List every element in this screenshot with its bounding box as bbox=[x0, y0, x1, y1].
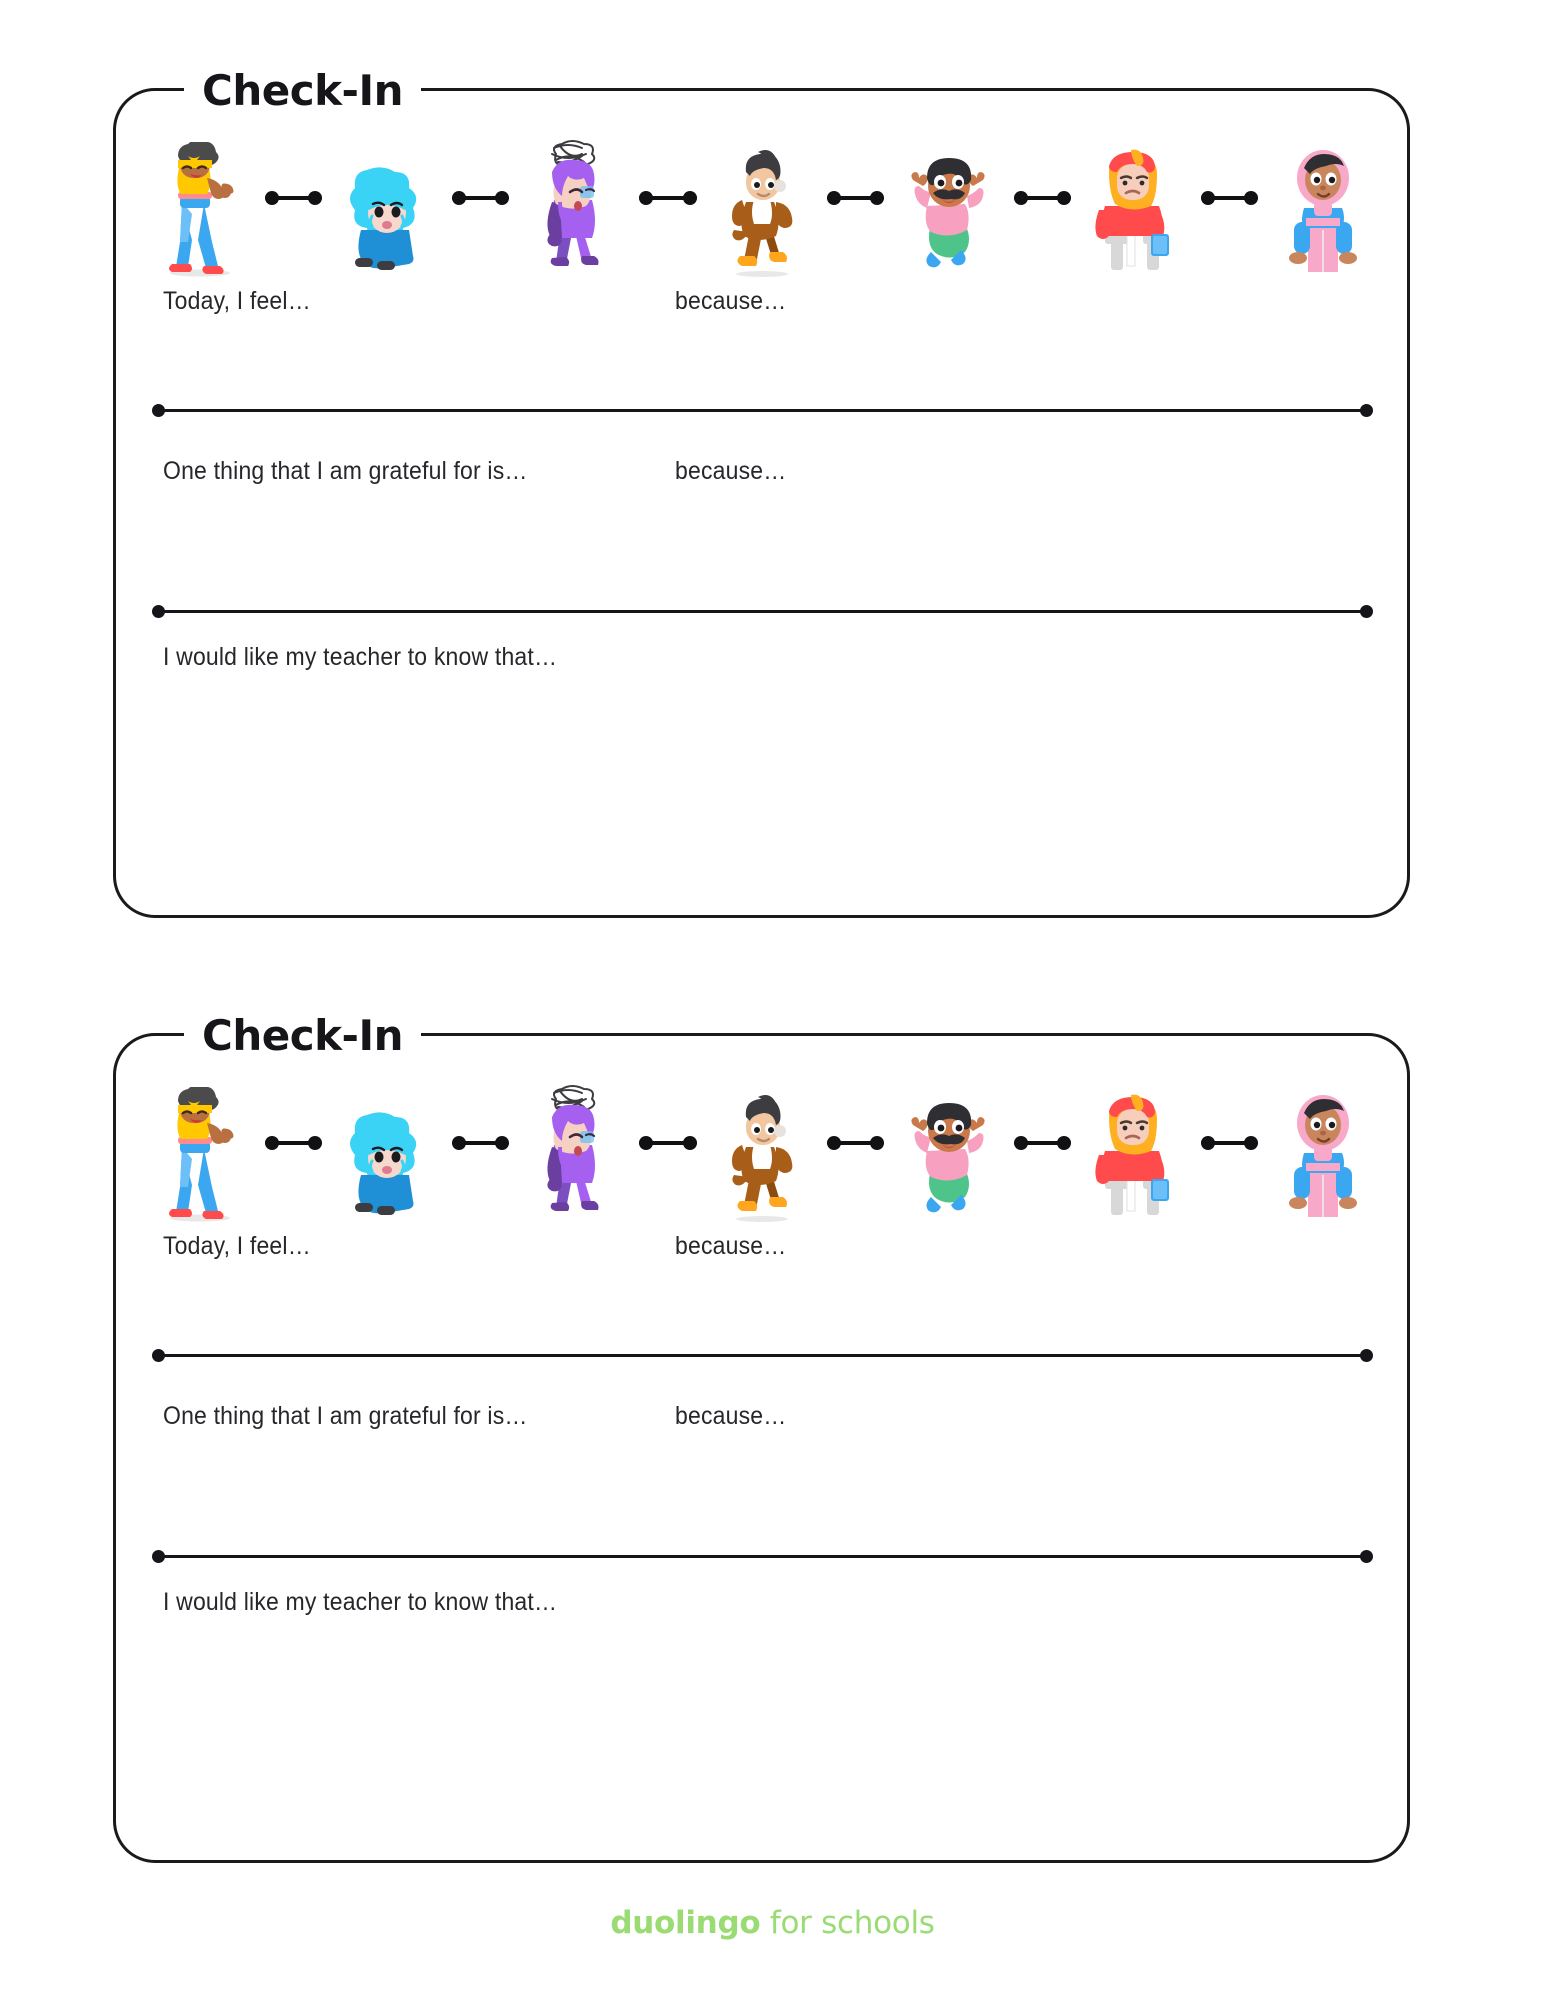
happy-dancing-icon bbox=[152, 142, 248, 278]
rule-dot-left bbox=[152, 1349, 165, 1362]
prompt-because-2: because… bbox=[675, 1402, 787, 1430]
character-tired-grumpy bbox=[1080, 1063, 1192, 1223]
prompt-today-i-feel: Today, I feel… bbox=[163, 287, 311, 315]
rule-dot-right bbox=[1360, 404, 1373, 417]
prompt-grateful-for: One thing that I am grateful for is… bbox=[163, 457, 528, 485]
answer-rule-2 bbox=[152, 1550, 1373, 1564]
answer-rule-1 bbox=[152, 1349, 1373, 1363]
rule-dot-right bbox=[1360, 1550, 1373, 1563]
prompt-row-grateful bbox=[163, 457, 1367, 486]
happy-dancing-icon bbox=[152, 1087, 248, 1223]
anxious-running-icon bbox=[714, 148, 810, 278]
duolingo-wordmark: duolingo bbox=[610, 1905, 761, 1941]
character-happy-dancing bbox=[144, 1063, 256, 1223]
prompt-teacher-to-know: I would like my teacher to know that… bbox=[163, 1588, 558, 1616]
character-sad-crying bbox=[331, 118, 443, 278]
connector-2 bbox=[443, 118, 518, 278]
prompt-row-feel bbox=[163, 287, 1367, 316]
character-frustrated-scribble bbox=[518, 1063, 630, 1223]
tired-grumpy-icon bbox=[1081, 1093, 1191, 1223]
rule-dot-left bbox=[152, 605, 165, 618]
connector-1 bbox=[256, 118, 331, 278]
prompt-because-2: because… bbox=[675, 457, 787, 485]
answer-rule-1 bbox=[152, 404, 1373, 418]
character-strip bbox=[144, 1058, 1379, 1223]
excited-cheering-icon bbox=[901, 150, 997, 278]
connector-5 bbox=[1005, 1063, 1080, 1223]
for-schools-label: for schools bbox=[760, 1905, 935, 1941]
prompt-row-teacher bbox=[163, 643, 1367, 672]
prompt-today-i-feel: Today, I feel… bbox=[163, 1232, 311, 1260]
connector-6 bbox=[1192, 118, 1267, 278]
prompt-row-feel bbox=[163, 1232, 1367, 1261]
character-anxious-running bbox=[706, 1063, 818, 1223]
character-happy-dancing bbox=[144, 118, 256, 278]
character-calm-hijab bbox=[1267, 118, 1379, 278]
character-sad-crying bbox=[331, 1063, 443, 1223]
connector-4 bbox=[818, 118, 893, 278]
connector-1 bbox=[256, 1063, 331, 1223]
answer-rule-2 bbox=[152, 605, 1373, 619]
rule-dot-left bbox=[152, 404, 165, 417]
character-excited-cheering bbox=[893, 1063, 1005, 1223]
connector-6 bbox=[1192, 1063, 1267, 1223]
footer-logo bbox=[0, 1905, 1545, 1941]
page-title: Check-In bbox=[202, 1011, 403, 1060]
check-in-card-1 bbox=[113, 66, 1410, 918]
calm-character-icon bbox=[1280, 1091, 1366, 1223]
connector-3 bbox=[630, 1063, 705, 1223]
connector-3 bbox=[630, 118, 705, 278]
connector-5 bbox=[1005, 118, 1080, 278]
rule-dot-left bbox=[152, 1550, 165, 1563]
prompt-because-1: because… bbox=[675, 287, 787, 315]
character-calm-hijab bbox=[1267, 1063, 1379, 1223]
prompt-teacher-to-know: I would like my teacher to know that… bbox=[163, 643, 558, 671]
check-in-card-2 bbox=[113, 1011, 1410, 1863]
character-excited-cheering bbox=[893, 118, 1005, 278]
excited-cheering-icon bbox=[901, 1095, 997, 1223]
rule-dot-right bbox=[1360, 1349, 1373, 1362]
sad-crying-icon bbox=[339, 158, 435, 278]
frustrated-scribble-icon bbox=[526, 1083, 622, 1223]
calm-character-icon bbox=[1280, 146, 1366, 278]
rule-dot-right bbox=[1360, 605, 1373, 618]
tired-grumpy-icon bbox=[1081, 148, 1191, 278]
character-frustrated-scribble bbox=[518, 118, 630, 278]
connector-2 bbox=[443, 1063, 518, 1223]
character-anxious-running bbox=[706, 118, 818, 278]
connector-4 bbox=[818, 1063, 893, 1223]
page-title: Check-In bbox=[202, 66, 403, 115]
card-title-notch bbox=[184, 65, 421, 117]
character-strip bbox=[144, 113, 1379, 278]
frustrated-scribble-icon bbox=[526, 138, 622, 278]
prompt-row-teacher bbox=[163, 1588, 1367, 1617]
anxious-running-icon bbox=[714, 1093, 810, 1223]
prompt-row-grateful bbox=[163, 1402, 1367, 1431]
card-title-notch bbox=[184, 1010, 421, 1062]
sad-crying-icon bbox=[339, 1103, 435, 1223]
prompt-grateful-for: One thing that I am grateful for is… bbox=[163, 1402, 528, 1430]
prompt-because-1: because… bbox=[675, 1232, 787, 1260]
character-tired-grumpy bbox=[1080, 118, 1192, 278]
